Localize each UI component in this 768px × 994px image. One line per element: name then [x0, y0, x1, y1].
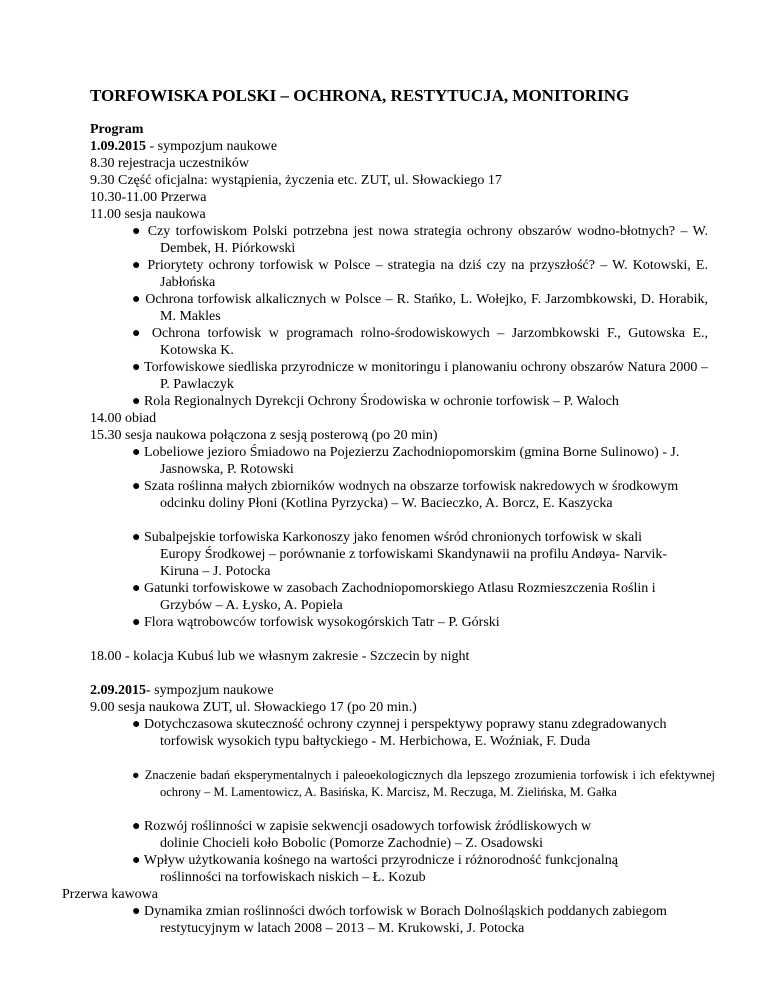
- talk-item: ● Rola Regionalnych Dyrekcji Ochrony Środowiska w ochronie torfowisk – P. Waloch: [132, 394, 619, 409]
- program-label: Program: [90, 122, 144, 137]
- day2-date-suffix: - sympozjum naukowe: [146, 683, 274, 698]
- talk-item: ● Gatunki torfowiskowe w zasobach Zachodniopomorskiego Atlasu Rozmieszczenia Roślin i Grzybów – A. Łysko, A. Popiela: [132, 581, 656, 613]
- break-line: Przerwa kawowa: [62, 887, 159, 902]
- talk-item: ● Ochrona torfowisk w programach rolno-środowiskowych – Jarzombkowski F., Gutowska E., Kotowska K.: [132, 326, 708, 358]
- talk-item: ● Torfowiskowe siedliska przyrodnicze w monitoringu i planowaniu ochrony obszarów Natura 2000 – P. Pawlaczyk: [132, 360, 708, 392]
- evening-line: 18.00 - kolacja Kubuś lub we własnym zakresie - Szczecin by night: [90, 649, 470, 664]
- talk-item: ● Lobeliowe jezioro Śmiadowo na Pojezierzu Zachodniopomorskim (gmina Borne Sulinowo) - J. Jasnowska, P. Rotowski: [132, 445, 680, 477]
- talk-item: ● Wpływ użytkowania kośnego na wartości przyrodnicze i różnorodność funkcjonalną roślinności na torfowiskach niskich – Ł. Kozub: [132, 853, 618, 885]
- day1-date-suffix: - sympozjum naukowe: [146, 139, 278, 154]
- talk-item: ● Szata roślinna małych zbiorników wodnych na obszarze torfowisk nakredowych w środkowym odcinku doliny Płoni (Kotlina Pyrzycka) – W. Bacieczko, A. Borcz, E. Kaszycka: [132, 479, 679, 511]
- schedule-line: 9.30 Część oficjalna: wystąpienia, życzenia etc. ZUT, ul. Słowackiego 17: [90, 173, 502, 188]
- session-heading: 9.00 sesja naukowa ZUT, ul. Słowackiego 17 (po 20 min.): [90, 700, 417, 715]
- talk-item: ● Flora wątrobowców torfowisk wysokogórskich Tatr – P. Górski: [132, 615, 500, 630]
- schedule-line: 11.00 sesja naukowa: [90, 207, 206, 222]
- talk-item: ● Rozwój roślinności w zapisie sekwencji osadowych torfowisk źródliskowych w dolinie Chocieli koło Bobolic (Pomorze Zachodnie) – Z. Osadowski: [132, 819, 592, 851]
- talk-item: ● Ochrona torfowisk alkalicznych w Polsce – R. Stańko, L. Wołejko, F. Jarzombkowski, D. Horabik, M. Makles: [132, 292, 708, 324]
- session-heading: 15.30 sesja naukowa połączona z sesją posterową (po 20 min): [90, 428, 438, 443]
- schedule-line: 8.30 rejestracja uczestników: [90, 156, 249, 171]
- schedule-line: 14.00 obiad: [90, 411, 157, 426]
- talk-item: ● Czy torfowiskom Polski potrzebna jest nowa strategia ochrony obszarów wodno-błotnych? – W. Dembek, H. Piórkowski: [132, 224, 708, 256]
- talk-item: ● Dotychczasowa skuteczność ochrony czynnej i perspektywy poprawy stanu zdegradowanych torfowisk wysokich typu bałtyckiego - M. Herbichowa, E. Woźniak, F. Duda: [132, 717, 667, 749]
- day1-header: [90, 138, 277, 155]
- schedule-line: 10.30-11.00 Przerwa: [90, 190, 207, 205]
- talk-item: ● Znaczenie badań eksperymentalnych i paleoekologicznych dla lepszego zrozumienia torfowisk i ich efektywnej ochrony – M. Lamentowicz, A. Basińska, K. Marcisz, M. Reczuga, M. Zielińska, M. Gałka: [132, 768, 715, 799]
- document-title: TORFOWISKA POLSKI – OCHRONA, RESTYTUCJA, MONITORING: [90, 86, 630, 105]
- talk-item: ● Subalpejskie torfowiska Karkonoszy jako fenomen wśród chronionych torfowisk w skali Europy Środkowej – porównanie z torfowiskami Skandynawii na profilu Andøya- Narvik-Kiruna – J. Potocka: [132, 530, 668, 579]
- day1-date: 1.09.2015: [90, 139, 146, 154]
- talk-item: ● Priorytety ochrony torfowisk w Polsce – strategia na dziś czy na przyszłość? – W. Kotowski, E. Jabłońska: [132, 258, 708, 290]
- day2-date: 2.09.2015: [90, 683, 146, 698]
- day2-header: [90, 682, 274, 699]
- talk-item: ● Dynamika zmian roślinności dwóch torfowisk w Borach Dolnośląskich poddanych zabiegom restytucyjnym w latach 2008 – 2013 – M. Krukowski, J. Potocka: [132, 904, 667, 936]
